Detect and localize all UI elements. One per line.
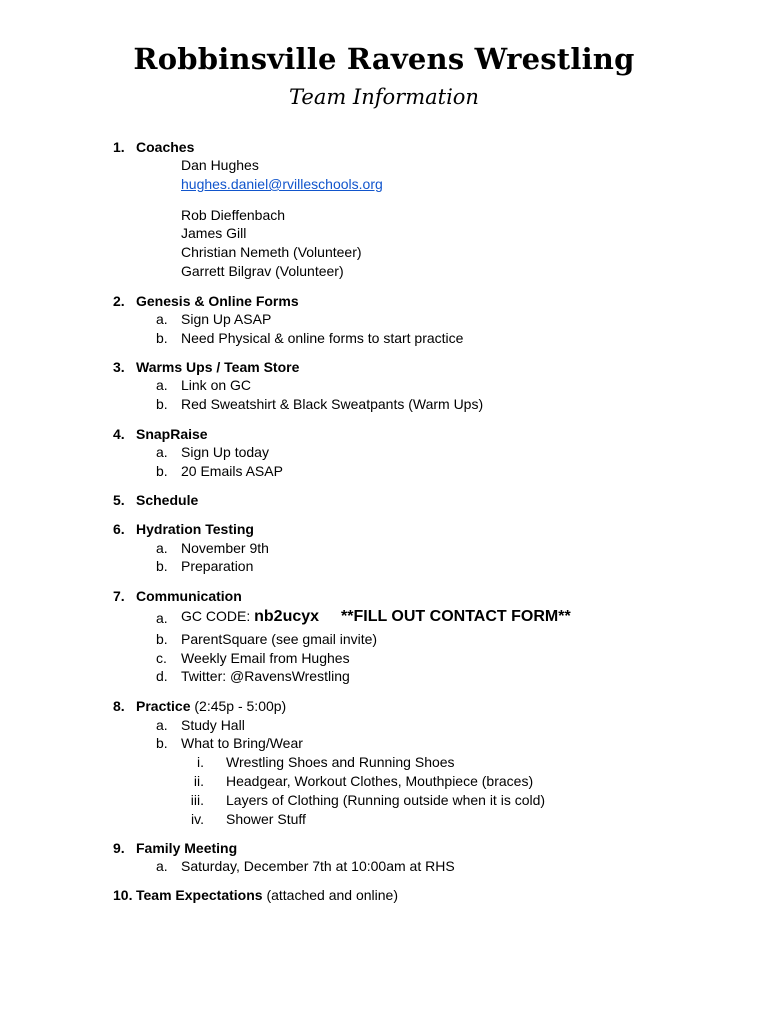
coach-name: Rob Dieffenbach [181, 207, 286, 223]
list-marker: b. [156, 463, 168, 479]
section-number: 2. [113, 293, 125, 309]
list-marker: b. [156, 558, 168, 574]
list-marker: a. [156, 540, 168, 556]
list-item: Link on GC [181, 377, 252, 393]
gc-code-line [181, 607, 571, 626]
gc-code-label: GC CODE: [181, 608, 251, 624]
section-heading-warmups: Warms Ups / Team Store [136, 359, 300, 375]
section-heading-genesis: Genesis & Online Forms [136, 293, 299, 309]
list-item: Preparation [181, 558, 254, 574]
list-marker: a. [156, 858, 168, 874]
list-marker: a. [156, 610, 168, 626]
document-subtitle: Team Information [289, 85, 479, 109]
section-number: 8. [113, 698, 125, 714]
list-marker: iii. [190, 792, 204, 808]
contact-form-note: **FILL OUT CONTACT FORM** [341, 608, 571, 625]
list-item: Sign Up ASAP [181, 311, 272, 327]
list-marker: a. [156, 717, 168, 733]
list-item: ParentSquare (see gmail invite) [181, 631, 378, 647]
list-marker: ii. [193, 773, 204, 789]
practice-time-note: (2:45p - 5:00p) [194, 698, 287, 714]
list-marker: d. [156, 668, 168, 684]
section-heading-practice: Practice (2:45p - 5:00p) [136, 698, 287, 714]
list-item: Red Sweatshirt & Black Sweatpants (Warm Ups) [181, 396, 484, 412]
list-marker: i. [197, 754, 204, 770]
list-subitem: Layers of Clothing (Running outside when it is cold) [226, 792, 546, 808]
section-number: 5. [113, 492, 125, 508]
coach-name: James Gill [181, 225, 247, 241]
section-heading-team-expectations: Team Expectations (attached and online) [136, 887, 398, 903]
list-marker: a. [156, 311, 168, 327]
list-marker: b. [156, 735, 168, 751]
list-marker: c. [156, 650, 167, 666]
list-marker: iv. [191, 811, 204, 827]
list-subitem: Shower Stuff [226, 811, 306, 827]
section-number: 9. [113, 840, 125, 856]
list-item: November 9th [181, 540, 269, 556]
coach-name: Christian Nemeth (Volunteer) [181, 244, 362, 260]
section-number: 1. [113, 139, 125, 155]
head-coach-name: Dan Hughes [181, 157, 259, 173]
list-subitem: Headgear, Workout Clothes, Mouthpiece (braces) [226, 773, 534, 789]
list-item: Sign Up today [181, 444, 269, 460]
list-marker: b. [156, 330, 168, 346]
section-heading-coaches: Coaches [136, 139, 195, 155]
list-marker: a. [156, 377, 168, 393]
section-number: 4. [113, 426, 125, 442]
list-marker: a. [156, 444, 168, 460]
list-item: 20 Emails ASAP [181, 463, 283, 479]
section-number: 6. [113, 521, 125, 537]
list-subitem: Wrestling Shoes and Running Shoes [226, 754, 455, 770]
gc-code-value: nb2ucyx [254, 608, 320, 625]
list-item: Need Physical & online forms to start practice [181, 330, 464, 346]
list-item: Saturday, December 7th at 10:00am at RHS [181, 858, 455, 874]
list-item: Weekly Email from Hughes [181, 650, 350, 666]
list-item: Study Hall [181, 717, 245, 733]
section-heading-family-meeting: Family Meeting [136, 840, 238, 856]
list-item: What to Bring/Wear [181, 735, 303, 751]
section-number: 10. [113, 887, 133, 903]
list-item: Twitter: @RavensWrestling [181, 668, 350, 684]
team-expectations-note: (attached and online) [266, 887, 398, 903]
section-number: 3. [113, 359, 125, 375]
section-heading-communication: Communication [136, 588, 242, 604]
list-marker: b. [156, 396, 168, 412]
section-heading-snapraise: SnapRaise [136, 426, 208, 442]
list-marker: b. [156, 631, 168, 647]
document-title: Robbinsville Ravens Wrestling [133, 42, 635, 76]
section-heading-hydration: Hydration Testing [136, 521, 254, 537]
section-heading-schedule: Schedule [136, 492, 199, 508]
coach-name: Garrett Bilgrav (Volunteer) [181, 263, 344, 279]
coach-email-link[interactable]: hughes.daniel@rvilleschools.org [181, 176, 383, 192]
section-number: 7. [113, 588, 125, 604]
